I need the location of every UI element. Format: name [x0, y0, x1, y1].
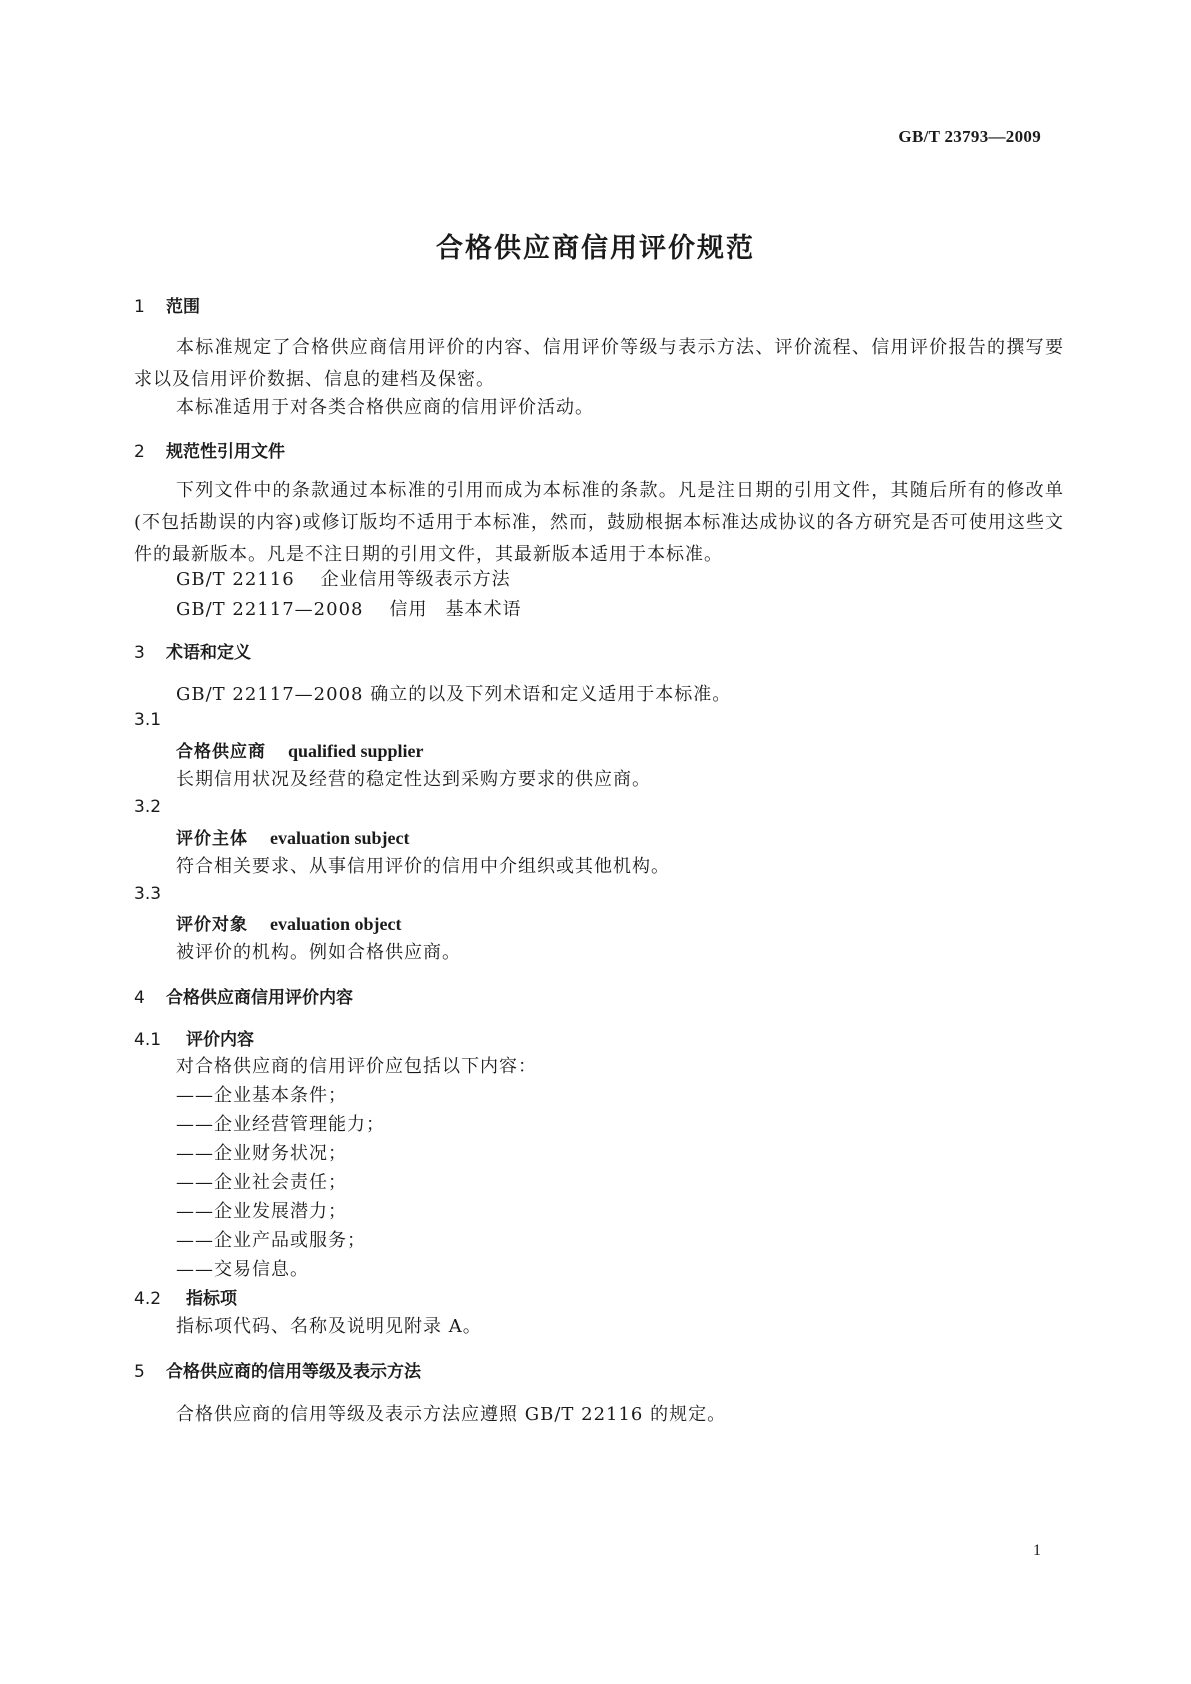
- section-2-paragraph: 下列文件中的条款通过本标准的引用而成为本标准的条款。凡是注日期的引用文件，其随后所有的修改单(不包括勘误的内容)或修订版均不适用于本标准，然而，鼓励根据本标准达成协议的各方研究是否可使用这些文件的最新版本。凡是不注日期的引用文件，其最新版本适用于本标准。: [134, 480, 1064, 565]
- subsection-4-2-heading: [134, 1284, 237, 1309]
- term-chinese: 评价对象: [176, 915, 248, 935]
- section-2-heading: [134, 437, 285, 462]
- list-item: ——企业发展潜力；: [176, 1201, 347, 1222]
- section-5-text: 合格供应商的信用等级及表示方法应遵照 GB/T 22116 的规定。: [176, 1404, 727, 1425]
- term-number: 3.1: [134, 710, 162, 730]
- section-title: 术语和定义: [166, 643, 251, 663]
- reference-code: GB/T 22117—2008: [176, 599, 364, 620]
- section-title: 指标项: [186, 1289, 237, 1309]
- section-title: 规范性引用文件: [166, 442, 285, 462]
- list-item: ——企业财务状况；: [176, 1143, 347, 1164]
- page-title: 合格供应商信用评价规范: [436, 233, 755, 264]
- section-1-paragraph-2: 本标准适用于对各类合格供应商的信用评价活动。: [176, 397, 594, 418]
- section-4-heading: [134, 983, 353, 1008]
- section-title: 合格供应商信用评价内容: [166, 988, 353, 1008]
- term-heading: [176, 824, 410, 849]
- section-1-heading: [134, 292, 200, 317]
- section-3-heading: [134, 638, 251, 663]
- section-number: 4.2: [134, 1289, 162, 1309]
- section-number: 5: [134, 1362, 145, 1382]
- term-definition: 被评价的机构。例如合格供应商。: [176, 942, 461, 963]
- term-english: evaluation object: [270, 914, 402, 934]
- section-title: 范围: [166, 297, 200, 317]
- reference-code: GB/T 22116: [176, 569, 295, 590]
- term-number: 3.3: [134, 884, 162, 904]
- subsection-4-2-text: 指标项代码、名称及说明见附录 A。: [176, 1316, 482, 1337]
- reference-title: 企业信用等级表示方法: [320, 569, 511, 590]
- reference-item: [176, 595, 521, 621]
- reference-title-part: 信用: [389, 599, 428, 620]
- term-english: evaluation subject: [270, 828, 410, 848]
- section-title: 评价内容: [186, 1030, 254, 1050]
- section-number: 4.1: [134, 1030, 162, 1050]
- term-heading: [176, 910, 401, 935]
- standard-code: GB/T 23793—2009: [898, 127, 1041, 146]
- section-number: 4: [134, 988, 145, 1008]
- list-item: ——企业社会责任；: [176, 1172, 347, 1193]
- section-number: 2: [134, 442, 145, 462]
- term-definition: 符合相关要求、从事信用评价的信用中介组织或其他机构。: [176, 856, 670, 877]
- reference-item: [176, 565, 511, 591]
- list-item: ——企业经营管理能力；: [176, 1114, 385, 1135]
- term-number: 3.2: [134, 797, 162, 817]
- term-heading: [176, 737, 424, 762]
- reference-title-part: 基本术语: [445, 599, 522, 620]
- term-chinese: 合格供应商: [176, 742, 266, 762]
- term-chinese: 评价主体: [176, 829, 248, 849]
- section-title: 合格供应商的信用等级及表示方法: [166, 1362, 421, 1382]
- section-number: 3: [134, 643, 145, 663]
- section-5-heading: [134, 1357, 421, 1382]
- page-number: 1: [1033, 1542, 1041, 1559]
- list-item: ——企业基本条件；: [176, 1085, 347, 1106]
- list-item: ——企业产品或服务；: [176, 1230, 366, 1251]
- subsection-4-1-intro: 对合格供应商的信用评价应包括以下内容：: [176, 1056, 537, 1077]
- section-1-paragraph-1: 本标准规定了合格供应商信用评价的内容、信用评价等级与表示方法、评价流程、信用评价报告的撰写要求以及信用评价数据、信息的建档及保密。: [134, 337, 1064, 390]
- subsection-4-1-heading: [134, 1025, 254, 1050]
- section-3-intro: GB/T 22117—2008 确立的以及下列术语和定义适用于本标准。: [176, 684, 732, 705]
- term-english: qualified supplier: [288, 741, 424, 761]
- section-number: 1: [134, 297, 145, 317]
- list-item: ——交易信息。: [176, 1259, 309, 1280]
- term-definition: 长期信用状况及经营的稳定性达到采购方要求的供应商。: [176, 769, 651, 790]
